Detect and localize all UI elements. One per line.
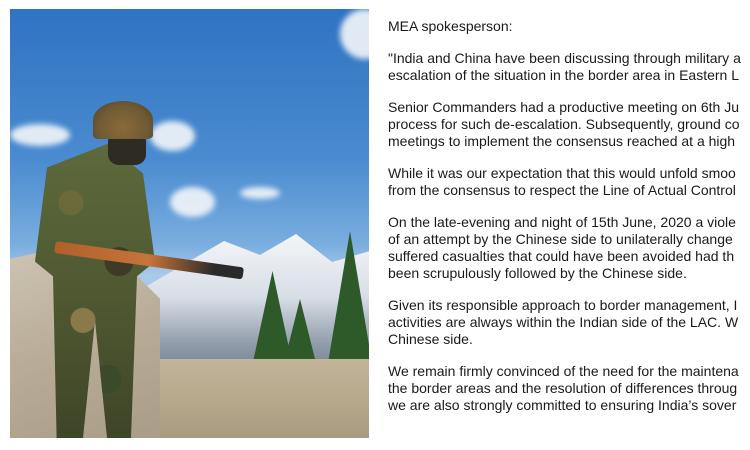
cloud bbox=[170, 187, 215, 217]
heading-text: MEA spokesperson: bbox=[388, 18, 513, 34]
text-line: from the consensus to respect the Line of Actual Control bbox=[388, 182, 736, 198]
text-line: of an attempt by the Chinese side to unilaterally change bbox=[388, 231, 733, 247]
text-line: Senior Commanders had a productive meeting on 6th Ju bbox=[388, 99, 739, 115]
mea-statement bbox=[388, 18, 750, 429]
cloud bbox=[150, 121, 195, 151]
cloud bbox=[240, 187, 280, 199]
text-line: meetings to implement the consensus reached at a high bbox=[388, 133, 736, 149]
text-line: been scrupulously followed by the Chinese side. bbox=[388, 265, 687, 281]
text-line: we are also strongly committed to ensuring India’s sover bbox=[388, 397, 737, 413]
paragraph-2 bbox=[388, 99, 750, 150]
text-line: On the late-evening and night of 15th June, 2020 a viole bbox=[388, 214, 736, 230]
paragraph-6 bbox=[388, 363, 750, 414]
paragraph-5 bbox=[388, 297, 750, 348]
paragraph-3 bbox=[388, 165, 750, 199]
paragraph-4 bbox=[388, 214, 750, 282]
text-line: We remain firmly convinced of the need for the maintena bbox=[388, 363, 739, 379]
text-line: the border areas and the resolution of differences throug bbox=[388, 380, 738, 396]
soldier-photo bbox=[10, 9, 369, 438]
text-line: Chinese side. bbox=[388, 331, 473, 347]
text-line: escalation of the situation in the border area in Eastern L bbox=[388, 67, 739, 83]
paragraph-1 bbox=[388, 50, 750, 84]
cloud bbox=[340, 9, 369, 59]
text-line: activities are always within the Indian side of the LAC. W bbox=[388, 314, 739, 330]
text-line: suffered casualties that could have been avoided had th bbox=[388, 248, 735, 264]
text-line: Given its responsible approach to border management, I bbox=[388, 297, 738, 313]
statement-heading bbox=[388, 18, 750, 35]
text-line: While it was our expectation that this would unfold smoo bbox=[388, 165, 736, 181]
cloud bbox=[10, 124, 70, 146]
text-line: process for such de-escalation. Subsequently, ground co bbox=[388, 116, 740, 132]
text-line: "India and China have been discussing through military a bbox=[388, 50, 741, 66]
helmet bbox=[93, 101, 153, 139]
